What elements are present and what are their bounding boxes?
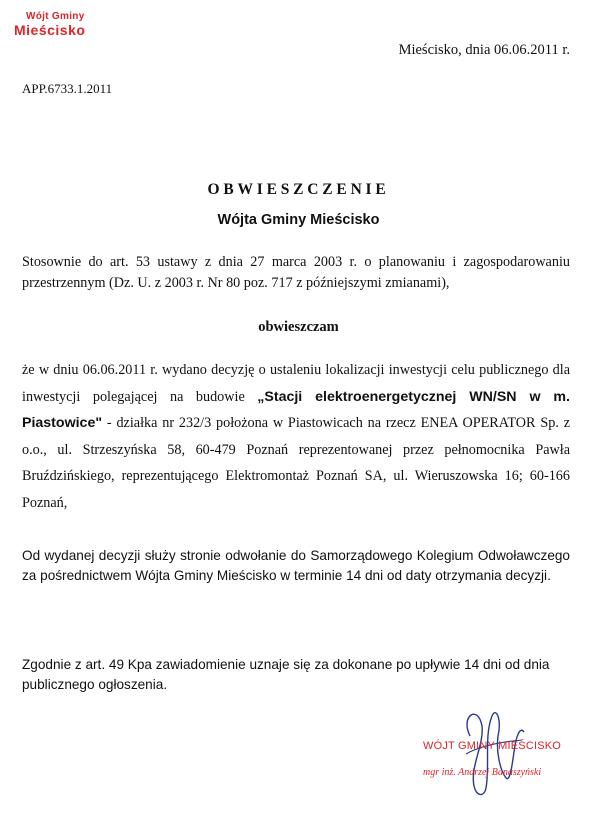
announce-word: obwieszczam	[258, 319, 339, 335]
document-subtitle: Wójta Gminy Mieścisko	[217, 212, 380, 228]
paragraph-legal-basis: Stosownie do art. 53 ustawy z dnia 27 marca 2003 r. o planowaniu i zagospodarowaniu przestrzennym (Dz. U. z 2003 r. Nr 80 poz. 717 z późniejszymi zmianami),	[22, 254, 570, 291]
paragraph-appeal: Od wydanej decyzji służy stronie odwołanie do Samorządowego Kolegium Odwoławczego za pośrednictwem Wójta Gminy Mieścisko w terminie 14 dni od daty otrzymania decyzji.	[22, 548, 570, 583]
header-logo-stamp	[14, 12, 85, 37]
place-date: Mieścisko, dnia 06.06.2011 r.	[398, 42, 570, 58]
official-stamp: WÓJT GMINY MIEŚCISKO	[423, 740, 562, 752]
paragraph-decision	[22, 357, 570, 516]
decision-text-pre: że w dniu 06.06.2011 r. wydano decyzję o ustaleniu lokalizacji inwestycji celu publicznego dla inwestycji polegającej na budowie	[22, 362, 570, 405]
document-title: OBWIESZCZENIE	[207, 181, 390, 198]
logo-line-2: Mieścisko	[14, 21, 86, 38]
logo-line-1: Wójt Gminy	[26, 11, 85, 22]
reference-number: APP.6733.1.2011	[22, 81, 113, 96]
decision-text-post: - działka nr 232/3 położona w Piastowicach na rzecz ENEA OPERATOR Sp. z o.o., ul. Strzeszyńska 58, 60-479 Poznań reprezentowanej przez pełnomocnika Pawła Bruździńskiego, reprezentującego Elektromontaż Poznań SA, ul. Wieruszowska 16; 60-166 Poznań,	[22, 415, 570, 511]
paragraph-notice: Zgodnie z art. 49 Kpa zawiadomienie uznaje się za dokonane po upływie 14 dni od dnia publicznego ogłoszenia.	[22, 657, 550, 692]
decision-project-name: „Stacji elektroenergetycznej WN/SN w m. Piastowice"	[22, 388, 570, 431]
officer-name: mgr inż. Andrzej Banaszyński	[423, 767, 542, 778]
